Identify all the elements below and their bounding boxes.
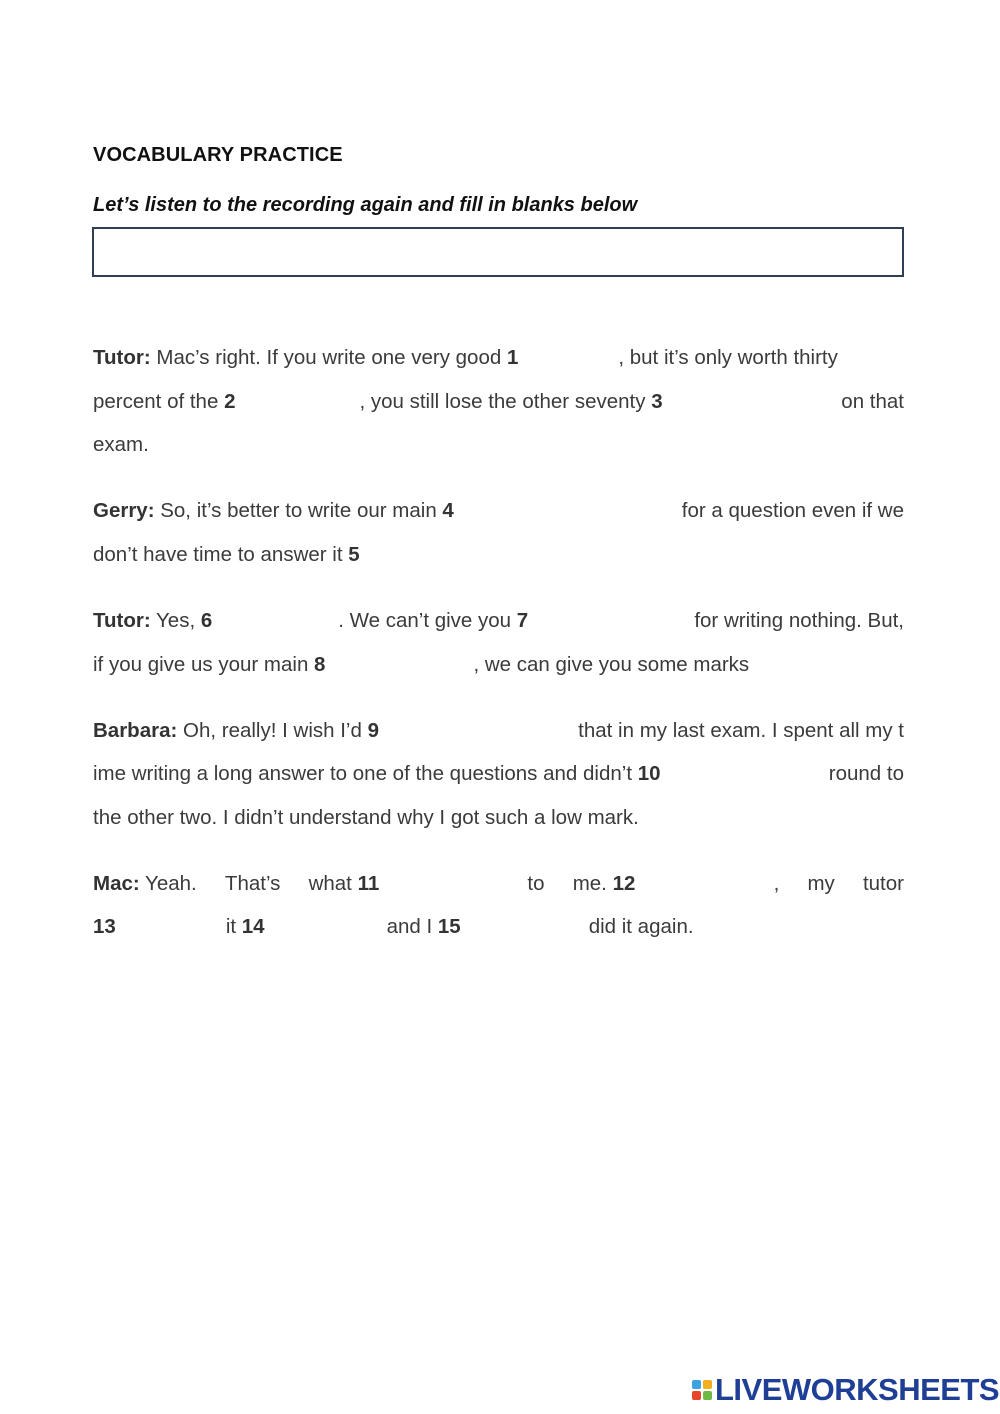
blank-input-6[interactable] (212, 609, 338, 635)
dialogue-line-tutor-2a: Tutor: Yes, 6 . We can’t give you 7 for writing nothing. But, (93, 606, 904, 636)
blank-number-5: 5 (348, 543, 360, 566)
dialogue-line-gerry-a: Gerry: So, it’s better to write our main 4 for a question even if we (93, 496, 904, 526)
blank-number-4: 4 (442, 499, 454, 522)
blank-number-14: 14 (241, 915, 265, 938)
dialogue-line-tutor-1c: exam. (93, 433, 149, 456)
dialogue-line-tutor-2b: if you give us your main 8 , we can give you some marks (93, 650, 904, 680)
speaker-tutor: Tutor: (93, 346, 151, 369)
dialogue-line-mac-b: 13 it 14 and I 15 did it again. (93, 912, 904, 942)
liveworksheets-logo (692, 1374, 999, 1406)
blank-number-12: 12 (612, 872, 636, 895)
blank-number-2: 2 (224, 390, 236, 413)
instruction: Let’s listen to the recording again and fill in blanks below (93, 194, 638, 216)
blank-number-13: 13 (93, 915, 116, 938)
dialogue-line-barbara-b: ime writing a long answer to one of the questions and didn’t 10 round to (93, 759, 904, 789)
blank-number-6: 6 (200, 609, 213, 632)
blank-number-7: 7 (516, 609, 529, 632)
blank-input-14[interactable] (265, 915, 387, 941)
blank-input-9[interactable] (458, 719, 578, 745)
blank-number-8: 8 (314, 653, 326, 676)
dialogue-line-gerry-b: don’t have time to answer it 5 (93, 540, 904, 570)
speaker-gerry: Gerry: (93, 499, 155, 522)
blank-input-8[interactable] (325, 653, 473, 679)
blank-input-15[interactable] (461, 915, 589, 941)
blank-input-7[interactable] (594, 609, 694, 635)
dialogue-line-tutor-1a: Tutor: Mac’s right. If you write one very good 1 , but it’s only worth thirty (93, 343, 904, 373)
dialogue-line-barbara-c: the other two. I didn’t understand why I got such a low mark. (93, 806, 639, 829)
word-bank-box (92, 227, 904, 277)
blank-input-1[interactable] (518, 346, 618, 372)
blank-input-4[interactable] (532, 499, 682, 525)
dialogue-line-mac-a: Mac: Yeah. That’s what 11 to me. 12 , my tutor (93, 869, 904, 899)
blank-input-12[interactable] (635, 872, 745, 898)
dialogue-line-tutor-1b: percent of the 2 , you still lose the other seventy 3 on that (93, 387, 904, 417)
blank-input-13[interactable] (116, 915, 226, 941)
blank-number-9: 9 (367, 719, 379, 742)
blank-input-5[interactable] (360, 543, 490, 569)
blank-number-11: 11 (357, 872, 380, 895)
speaker-barbara: Barbara: (93, 719, 178, 742)
dialogue-line-barbara-a: Barbara: Oh, really! I wish I’d 9 that in my last exam. I spent all my t (93, 716, 904, 746)
logo-text: LIVEWORKSHEETS (715, 1372, 1000, 1407)
blank-number-10: 10 (637, 762, 661, 785)
logo-icon (692, 1380, 712, 1400)
blank-input-11[interactable] (379, 872, 499, 898)
blank-number-1: 1 (506, 346, 519, 369)
blank-number-15: 15 (437, 915, 461, 938)
speaker-tutor-2: Tutor: (93, 609, 151, 632)
speaker-mac: Mac: (93, 872, 140, 895)
page-title: VOCABULARY PRACTICE (93, 144, 343, 166)
blank-number-3: 3 (651, 390, 663, 413)
blank-input-2[interactable] (235, 390, 359, 416)
blank-input-10[interactable] (739, 762, 829, 788)
